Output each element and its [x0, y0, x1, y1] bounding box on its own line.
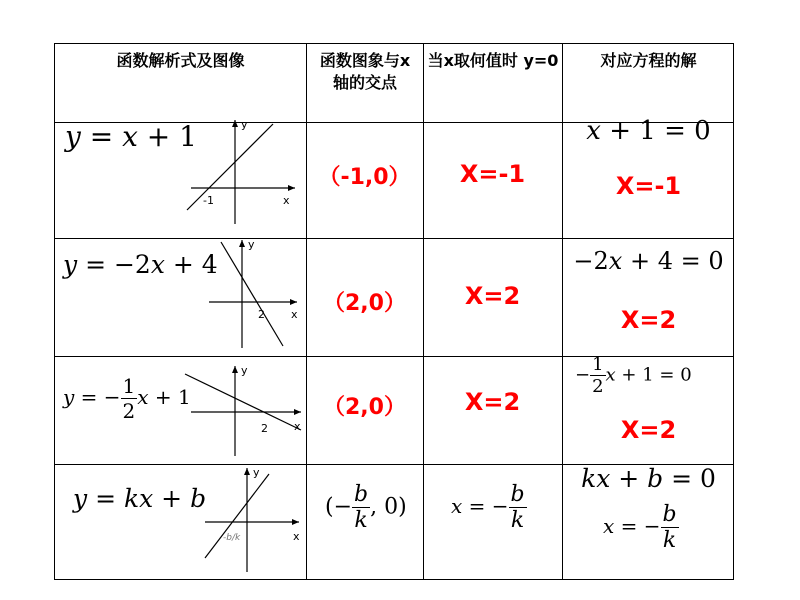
function-line — [187, 124, 273, 210]
function-line — [185, 374, 301, 430]
row3-intersection: （2,0） — [323, 395, 406, 420]
row3-formula: y = − $\frac{1}{2}$ x + 1 — [63, 374, 191, 423]
y-axis-arrow — [232, 120, 238, 127]
row4-equation: kx + b = 0 — [581, 464, 716, 493]
row2-intersection: （2,0） — [323, 291, 406, 316]
x-axis-arrow — [294, 409, 301, 415]
row2-when-y0: X=2 — [464, 282, 521, 310]
row2-graph — [205, 234, 305, 356]
row3-when-y0: X=2 — [464, 388, 521, 416]
row3-solution: X=2 — [620, 416, 677, 444]
y-axis-label: y — [253, 466, 260, 479]
y-axis-arrow — [232, 366, 238, 373]
y-axis-label: y — [248, 238, 255, 251]
y-axis-arrow — [244, 468, 250, 475]
row3-graph — [183, 360, 305, 460]
header-col-when-y0: 当x取何值时 y=0 — [427, 51, 559, 70]
y-axis-arrow — [239, 240, 245, 247]
x-intercept-tick: 2 — [261, 422, 268, 435]
x-axis-label: x — [294, 420, 301, 433]
row1-formula: y = x + 1 — [65, 120, 197, 153]
y-axis-label: y — [241, 118, 248, 131]
row4-when-y0: x = − $\frac{b}{k}$ — [451, 482, 525, 533]
row4-formula: y = kx + b — [73, 484, 207, 513]
x-intercept-tick: 2 — [258, 308, 265, 321]
x-axis-arrow — [290, 299, 297, 305]
row-divider — [55, 238, 733, 239]
function-line — [221, 242, 283, 346]
function-line — [205, 474, 269, 558]
row2-formula: y = −2x + 4 — [63, 250, 218, 279]
row2-equation: −2x + 4 = 0 — [573, 247, 724, 275]
header-col-equation: 对应方程的解 — [600, 51, 697, 70]
x-intercept-tick: -b/k — [223, 533, 241, 543]
x-intercept-tick: -1 — [203, 194, 214, 207]
row4-intersection: (− $\frac{b}{k}$ , 0) — [325, 482, 407, 533]
row1-intersection: （-1,0） — [318, 165, 411, 190]
row4-solution: x = − $\frac{b}{k}$ — [603, 502, 677, 553]
x-axis-label: x — [283, 194, 290, 207]
row3-equation: − $\frac{1}{2}$ x + 1 = 0 — [575, 354, 692, 397]
x-axis-label: x — [291, 308, 298, 321]
col-divider — [423, 44, 424, 579]
row1-equation: x + 1 = 0 — [586, 116, 711, 146]
row1-solution: X=-1 — [615, 172, 682, 200]
header-col-function: 函数解析式及图像 — [116, 51, 245, 70]
row1-graph — [183, 112, 303, 237]
row4-graph — [199, 464, 305, 579]
y-axis-label: y — [241, 364, 248, 377]
x-axis-label: x — [293, 530, 300, 543]
row2-solution: X=2 — [620, 306, 677, 334]
header-col-intersection: 函数图象与x轴的交点 — [319, 51, 411, 92]
x-axis-arrow — [288, 185, 295, 191]
function-table — [54, 43, 734, 580]
x-axis-arrow — [292, 519, 299, 525]
row1-when-y0: X=-1 — [459, 160, 526, 188]
